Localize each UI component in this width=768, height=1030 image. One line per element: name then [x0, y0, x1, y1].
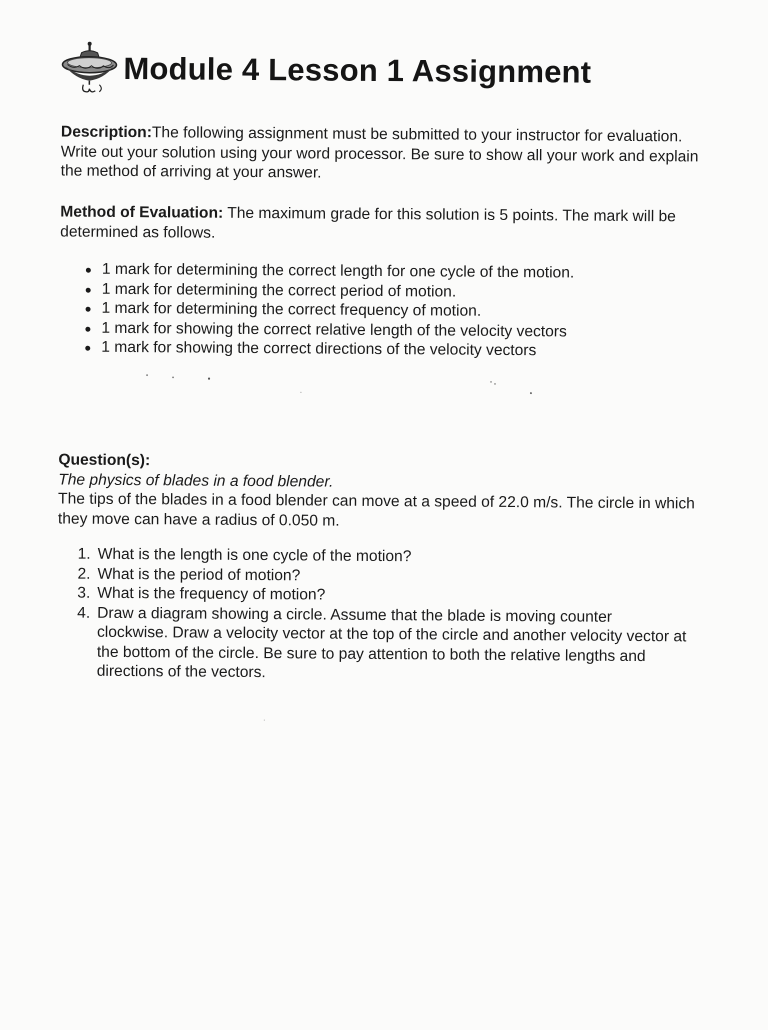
question-text: What is the frequency of motion? [97, 584, 687, 608]
questions-label: Question(s): [58, 450, 708, 475]
evaluation-label: Method of Evaluation: [60, 203, 223, 221]
list-item: 1 mark for showing the correct directions of the velocity vectors [83, 338, 703, 362]
list-item: 1 mark for determining the correct length for one cycle of the motion. [84, 260, 704, 284]
question-number: 3. [77, 584, 97, 604]
questions-subtitle: The physics of blades in a food blender. [58, 470, 708, 495]
question-number: 4. [77, 603, 98, 681]
question-text: Draw a diagram showing a circle. Assume that the blade is moving counter clockwise. Draw a velocity vector at the top of the circle and another velocity vector at the bottom of the circle. Be sure to pay attention to both the relative lengths and directions of the vectors. [97, 603, 688, 686]
evaluation-text: The maximum grade for this solution is 5 points. The mark will be determined as follows. [60, 205, 676, 241]
page-title: Module 4 Lesson 1 Assignment [123, 51, 591, 91]
question-number: 1. [78, 545, 98, 565]
list-item: 1 mark for determining the correct period of motion. [84, 279, 704, 303]
question-text: What is the length is one cycle of the motion? [98, 545, 688, 569]
question-text: What is the period of motion? [97, 564, 687, 588]
list-item: 1 mark for determining the correct frequency of motion. [84, 299, 704, 323]
questions-intro: The tips of the blades in a food blender can move at a speed of 22.0 m/s. The circle in which they move can have a radius of 0.050 m. [58, 489, 708, 533]
question-number: 2. [77, 564, 97, 584]
description-label: Description: [61, 123, 152, 141]
list-item: 1 mark for showing the correct relative length of the velocity vectors [83, 318, 703, 342]
description-text: The following assignment must be submitted to your instructor for evaluation. Write out your solution using your word processor. Be sure to show all your work and explain the method of arriving at your answer. [61, 124, 699, 181]
